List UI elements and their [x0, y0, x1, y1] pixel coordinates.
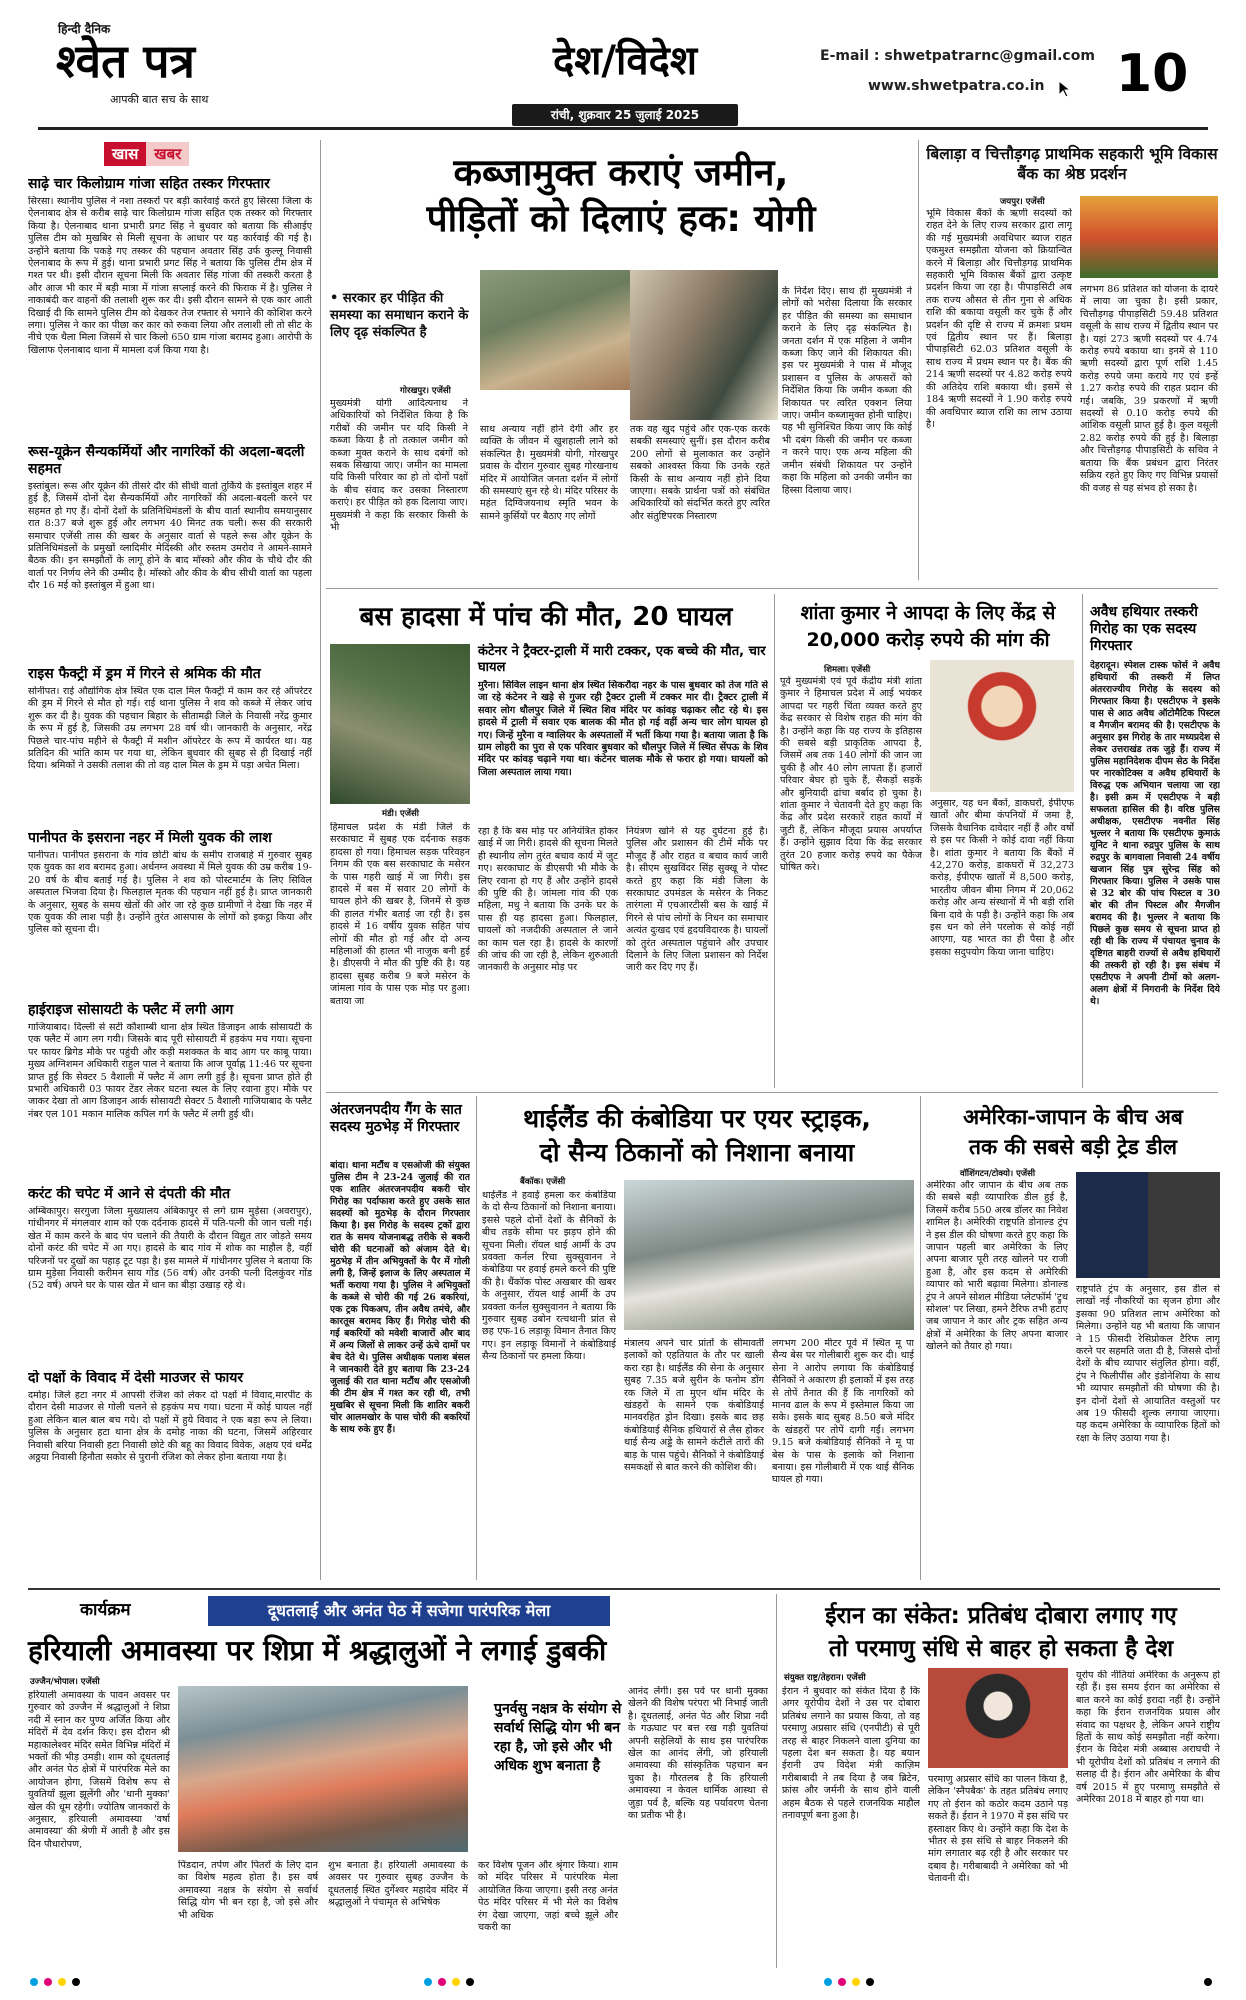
- shanta-body-col1: पूर्व मुख्यमंत्री एवं पूर्व केंद्रीय मंत्री शांता कुमार ने हिमाचल प्रदेश में आई भयंकर आपदा पर गहरी चिंता व्यक्त करते हुए केंद्र सरकार से विशेष राहत की मांग की है। उन्होंने कहा कि यह राज्य के इतिहास की सबसे बड़ी प्राकृतिक आपदा है, जिसमें अब तक 140 लोगों की जान जा चुकी है और 40 लोग लापता हैं। हजारों परिवार बेघर हो चुके हैं, सैकड़ों सड़कें और बुनियादी ढांचा बर्बाद हो चुका है। शांता कुमार ने चेतावनी देते हुए कहा कि केंद्र और प्रदेश सरकारें राहत कार्यों में जुटी हैं, लेकिन मौजूदा प्रयास अपर्याप्त हैं। उन्होंने सुझाव दिया कि केंद्र सरकार तुरंत 20 हजार करोड़ रुपये का पैकेज घोषित करे।: [780, 676, 922, 874]
- karyakram-body-col2: पिंडदान, तर्पण और पितरों के लिए दान का विशेष महत्व होता है। इस वर्ष अमावस्या नक्षत्र के संयोग से सर्वार्थ सिद्धि योग भी बन रहा है, जो इसे और भी अधिक: [178, 1860, 318, 1921]
- bank-headline: बिलाड़ा व चित्तौड़गढ़ प्राथमिक सहकारी भूमि विकास बैंक का श्रेष्ठ प्रदर्शन: [926, 145, 1218, 183]
- khabar-label: खबर: [146, 142, 189, 166]
- karyakram-band: [208, 1596, 610, 1626]
- thailand-headline: [482, 1102, 912, 1170]
- dateline: रांची, शुक्रवार 25 जुलाई 2025: [550, 108, 700, 122]
- iran-headline-line1: ईरान का संकेत: प्रतिबंध दोबारा लगाए गए: [825, 1603, 1177, 1629]
- bank-byline: जयपुर। एजेंसी: [1000, 197, 1045, 207]
- email-address[interactable]: shwetpatrarnc@gmail.com: [884, 48, 1095, 64]
- left-story-current: [28, 1186, 312, 1364]
- bullet-dot: •: [330, 291, 343, 306]
- iran-byline: संयुक्त राष्ट्र/तेहरान। एजेंसी: [784, 1673, 866, 1683]
- usjapan-byline: वॉशिंगटन/टोक्यो। एजेंसी: [960, 1169, 1036, 1179]
- karyakram-band-text: दूधतलाई और अनंत पेठ में सजेगा पारंपरिक मेला: [267, 1601, 551, 1620]
- masthead: [0, 0, 1246, 128]
- thailand-headline-line2: दो सैन्य ठिकानों को निशाना बनाया: [539, 1138, 855, 1167]
- left-story-panipat: [28, 830, 312, 996]
- thailand-byline: बैंकॉक। एजेंसी: [520, 1177, 566, 1187]
- iran-body-col3: यूरोप की नीतियां अमेरिका के अनुरूप हो रही हैं। इस समय ईरान का अमेरिका से बात करने का कोई इरादा नहीं है। उन्होंने कहा कि ईरान राजनयिक प्रयास और संवाद का पक्षधर है, लेकिन अपने राष्ट्रीय हितों के साथ कोई समझौता नहीं करेगा। ईरान के विदेश मंत्री अब्बास अराघची ने भी यूरोपीय देशों को प्रतिबंध न लगाने की सलाह दी है। ईरान और अमेरिका के बीच वर्ष 2015 में हुए परमाणु समझौते से अमेरिका 2018 में बाहर हो गया था।: [1076, 1670, 1220, 1806]
- registration-marks-bottom: [28, 1976, 1220, 1988]
- iran-headline: [782, 1600, 1220, 1666]
- karyakram-body-col5: कर विशेष पूजन और श्रृंगार किया। शाम को मंदिर परिसर में पारंपरिक मेला आयोजित किया जाएगा। इसी तरह अनंत पेठ मंदिर परिसर में भी मेले का विशेष रंग देखा जाएगा, जहां बच्चे झूले और चकरी का: [478, 1860, 618, 1934]
- lead-byline: गोरखपुर। एजेंसी: [400, 386, 451, 396]
- left-story-russia: [28, 444, 312, 660]
- thailand-body-col2: मंत्रालय अपने चार प्रांतों के सीमावर्ती इलाकों को एहतियात के तौर पर खाली करा रहा है। थाईलैंड की सेना के अनुसार सुबह 7.35 बजे सुरीन के फनोम डोंग रक जिले में ता मुएन थॉम मंदिर के खंडहरों के सामने एक कंबोडियाई मानवरहित ड्रोन दिखा। इसके बाद छह कंबोडियाई सैनिक हथियारों से लैस होकर थाई सैन्य अड्डे के सामने कंटीले तारों की बाड़ के पास पहुंचे। सैनिकों ने कंबोडियाई समकक्षों से बात करने की कोशिश की।: [624, 1338, 764, 1474]
- bus-body-col1: हिमाचल प्रदेश के मंडी जिले के सरकाघाट में सुबह एक दर्दनाक सड़क हादसा हो गया। हिमाचल सड़क परिवहन निगम की एक बस सरकाघाट के मसेरन के पास गहरी खाई में जा गिरी। इस हादसे में बस में सवार 20 लोगों के घायल होने की खबर है, जिनमें से कुछ की हालत गंभीर बताई जा रही है। इस हादसे में 16 वर्षीय युवक सहित पांच लोगों की मौत हो गई और दो अन्य महिलाओं की हालत भी नाजुक बनी हुई है। डीएसपी ने मौत की पुष्टि की है। यह हादसा सुबह करीब 9 बजे मसेरन के जांमला गांव के पास एक मोड़ पर हुआ। बताया जा: [330, 822, 470, 1007]
- lead-body-col2: साथ अन्याय नहीं होने देगी और हर व्यक्ति के जीवन में खुशहाली लाने को संकल्पित है। मुख्यमंत्री योगी, गोरखपुर प्रवास के दौरान गुरुवार सुबह गोरखनाथ मंदिर में आयोजित जनता दर्शन में लोगों की समस्याएं सुन रहे थे। मंदिर परिसर के महंत दिग्विजयनाथ स्मृति भवन के सामने कुर्सियों पर बैठाए गए लोगों: [480, 424, 618, 522]
- usjapan-body-col1: अमेरिका और जापान के बीच अब तक की सबसे बड़ी व्यापारिक डील हुई है, जिसमें करीब 550 अरब डॉलर का निवेश शामिल है। अमेरिकी राष्ट्रपति डोनाल्ड ट्रंप ने इस डील की घोषणा करते हुए कहा कि जापान पहली बार अमेरिका के लिए अपना बाजार पूरी तरह खोलने पर राजी हुआ है, और इस कदम से अमेरिकी व्यापार को भारी बढ़ावा मिलेगा। डोनाल्ड ट्रंप ने अपने सोशल मीडिया प्लेटफॉर्म 'ट्रुथ सोशल' पर लिखा, हमने टैरिफ तभी हटाए जब जापान ने कार और ट्रक सहित अन्य क्षेत्रों में अमेरिका के लिए अपना बाजार खोलने को तैयार हो गया।: [926, 1180, 1068, 1353]
- bank-photo: [1080, 196, 1218, 278]
- gang-headline: अंतरजनपदीय गैंग के सात सदस्य मुठभेड़ में गिरफ्तार: [330, 1102, 462, 1135]
- story-body: इस्तांबुल। रूस और यूक्रेन की तीसरे दौर की सीधी वार्ता तुर्किये के इस्तांबुल शहर में हुई है, जिसमें दोनों देश सैन्यकर्मियों और नागरिकों की अदला-बदली करने पर सहमत हो गए हैं। दोनों देशों के प्रतिनिधिमंडलों के बीच वार्ता स्थानीय समयानुसार रात 8:37 बजे शुरू हुई और लगभग 40 मिनट तक चली। रूस की सरकारी समाचार एजेंसी तास की खबर के अनुसार वार्ता से पहले रूस और यूक्रेन के प्रतिनिधिमंडलों के प्रमुखों व्लादिमीर मेदिंस्की और रुस्तम उमरोव ने आमने-सामने बैठक की। इन समझौतों के लागू होने के बाद मॉस्को और कीव के चौथे दौर की वार्ता पर निर्णय लेने की उम्मीद है। मॉस्को और कीव के बीच सीधी वार्ता का पहला दौर 16 मई को इस्तांबुल में हुआ था।: [28, 481, 312, 592]
- cursor-arrow-icon: [1058, 80, 1072, 98]
- karyakram-label: कार्यक्रम: [80, 1600, 131, 1620]
- khaas-label: खास: [104, 142, 146, 166]
- bank-body-col1: भूमि विकास बैंकों के ऋणी सदस्यों को राहत देने के लिए राज्य सरकार द्वारा लागू की गई मुख्यमंत्री अवधिपार ब्याज राहत एकमुश्त समझौता योजना को क्रियान्वित करने में बिलाड़ा और चित्तौड़गढ़ प्राथमिक सहकारी भूमि विकास बैंकों द्वारा उत्कृष्ट प्रदर्शन किया जा रहा है। पीपाड़सिटी अब तक राज्य औसत से तीन गुना से अधिक राशि की बकाया वसूली कर चुके हैं और प्रदर्शन की दृष्टि से राज्य में क्रमशः प्रथम एवं द्वितीय स्थान पर हैं। बिलाड़ा पीपाड़सिटी 62.03 प्रतिशत वसूली के साथ राज्य में प्रथम स्थान पर है। बैंक की 214 ऋणी सदस्यों पर 4.82 करोड़ रुपये की अतिदेय राशि बकाया थी। इसमें से 184 ऋणी सदस्यों ने 1.90 करोड़ रुपये की अवधिपार ब्याज राशि का लाभ उठाया है।: [926, 208, 1072, 430]
- karyakram-byline: उज्जैन/भोपाल। एजेंसी: [30, 1677, 100, 1687]
- bus-headline: बस हादसा में पांच की मौत, 20 घायल: [359, 602, 733, 632]
- thailand-body-col1: थाईलैंड ने हवाई हमला कर कंबोडिया के दो सैन्य ठिकानों को निशाना बनाया। इससे पहले दोनों देशों के सैनिकों के बीच तड़के सीमा पर झड़प होने की सूचना मिली। रॉयल थाई आर्मी के उप प्रवक्ता कर्नल रिचा सुक्सुवानन ने कंबोडिया पर हवाई हमले करने की पुष्टि की है। थैंकॉक पोस्ट अखबार की खबर के अनुसार, रॉयल थाई आर्मी के उप प्रवक्ता कर्नल सुक्सुवानन ने बताया कि गुरुवार सुबह उबोन रत्चथानी प्रांत से छह एफ-16 लड़ाकू विमान तैनात किए गए। इन लड़ाकू विमानों ने कंबोडियाई सैन्य ठिकानों पर हमला किया।: [482, 1190, 616, 1363]
- karyakram-body-col4: आनंद लेंगी। इस पर्व पर धानी मुक्का खेलने की विशेष परंपरा भी निभाई जाती है। दूधतलाई, अनंत पेठ और शिप्रा नदी के गऊघाट पर बत्त रख गड़ी युवतियां अपनी सहेलियों के साथ इस पारंपरिक खेल का आनंद लेंगी, जो हरियाली अमावस्या की सांस्कृतिक पहचान बन चुका है। गौरतलब है कि हरियाली अमावस्या न केवल धार्मिक आस्था से जुड़ा पर्व है, बल्कि यह पर्यावरण चेतना का प्रतीक भी है।: [628, 1686, 768, 1822]
- page-number: 10: [1116, 44, 1189, 104]
- email-label: E-mail :: [820, 48, 880, 64]
- iran-body-col2: परमाणु अप्रसार संधि का पालन किया है, लेकिन 'स्नैपबैक' के तहत प्रतिबंध लगाए गए तो ईरान को कठोर कदम उठाने पड़ सकते हैं। ईरान ने 1970 में इस संधि पर हस्ताक्षर किए थे। उन्होंने कहा कि देश के भीतर से इस संधि से बाहर निकलने की मांग लगातार बढ़ रही है और सरकार पर दबाव है। गरीबाबादी ने अमेरिका को भी चेतावनी दी।: [928, 1774, 1068, 1885]
- usjapan-body-col2: राष्ट्रपति ट्रंप के अनुसार, इस डील से लाखों नई नौकरियों का सृजन होगा और इसका 90 प्रतिशत लाभ अमेरिका को मिलेगा। उन्होंने यह भी बताया कि जापान ने 15 फीसदी रेसिप्रोकल टैरिफ लागू करने पर सहमति जता दी है, जिससे दोनों देशों के बीच व्यापार संतुलित होगा। वहीं, ट्रंप ने फिलीपींस और इंडोनेशिया के साथ भी व्यापार समझौतों की घोषणा की है। इन दोनों देशों से आयातित वस्तुओं पर अब 19 फीसदी शुल्क लगाया जाएगा। यह कदम अमेरिका के व्यापारिक हितों को रक्षा के लिए उठाया गया है।: [1076, 1284, 1220, 1444]
- left-story-dispute: [28, 1370, 312, 1540]
- thailand-photo: [624, 1180, 914, 1330]
- lead-bullet-text: सरकार हर पीड़ित की समस्या का समाधान कराने के लिए दृढ़ संकल्पित है: [330, 291, 469, 340]
- thailand-body-col3: लगभग 200 मीटर पूर्व में स्थित मू पा सैन्य बेस पर गोलीबारी शुरू कर दी। थाई सेना ने आरोप लगाया कि कंबोडियाई सैनिकों ने अकारण ही इलाकों में इस तरह से तोपें तैनात की हैं कि नागरिकों को मानव ढाल के रूप में इस्तेमाल किया जा सके। इसके बाद सुबह 8.50 बजे मंदिर के खंडहरों पर तोपें दागी गईं। लगभग 9.15 बजे कंबोडियाई सैनिकों ने मू पा बेस के पास के इलाके को निशाना बनाया। इस गोलीबारी में एक थाई सैनिक घायल हो गया।: [772, 1338, 914, 1486]
- lead-headline: [330, 150, 912, 242]
- thailand-headline-line1: थाईलैंड की कंबोडिया पर एयर स्ट्राइक,: [523, 1104, 871, 1133]
- khaas-khabar-badge: [104, 142, 189, 166]
- karyakram-photo: [178, 1686, 468, 1852]
- story-body: दमोह। जिले हटा नगर में आपसी रंजिश को लेकर दो पक्षों में विवाद,मारपीट के दौरान देसी माउजर से गोली चलने से हड़कंप मच गया। घटना में कोई घायल नहीं हुआ लेकिन बाल बाल बच गये। दो पक्षों में हुये विवाद ने एक बड़ा रूप ले लिया। पुलिस के अनुसार हटा थाना क्षेत्र के दमोह नाका की घटना, जिसमें अहिरवार निवासी बरिया निवासी हटा निवासी छोटे की बहू का विवाद विवेक, अक्षय एवं धर्मेंद्र अठ्ठया निवासी हिनौता सकोर से पुरानी रंजिश को लेकर होना बताया गया है।: [28, 1390, 312, 1464]
- lead-body-col1: मुख्यमंत्री योगी आदित्यनाथ ने अधिकारियों को निर्देशित किया है कि गरीबों की जमीन पर यदि किसी ने कब्जा किया है तो तत्काल जमीन को कब्जा मुक्त कराने के साथ दबंगों को सबक सिखाया जाए। जमीन का मामला यदि किसी परिवार का हो तो दोनों पक्षों के बीच संवाद कर उसका निस्तारण कराएं। हर पीड़ित को हक दिलाया जाए। मुख्यमंत्री ने कहा कि सरकार किसी के भी: [330, 398, 468, 534]
- karyakram-headline: हरियाली अमावस्या पर शिप्रा में श्रद्धालुओं ने लगाई डुबकी: [28, 1634, 607, 1667]
- lead-photo-crowd: [630, 270, 778, 420]
- story-headline: करंट की चपेट में आने से दंपती की मौत: [28, 1186, 231, 1202]
- story-body: सिरसा। स्थानीय पुलिस ने नशा तस्करों पर बड़ी कार्रवाई करते हुए सिरसा जिला के ऐलनाबाद क्षेत्र से करीब साढ़े चार किलोग्राम गांजा सहित एक तस्कर को गिरफ्तार किया है। ऐलनाबाद थाना प्रभारी प्रगट सिंह ने बुधवार को बताया कि सीआईए पुलिस टीम को मुखबिर से मिली सूचना के आधार पर यह कार्रवाई की गई है। उन्होंने बताया कि पकड़े गए तस्कर की पहचान अवतार सिंह उर्फ कुल्लू निवासी ऐलनाबाद के रूप में हुई। थाना प्रभारी प्रगट सिंह ने बताया कि पुलिस टीम क्षेत्र में गश्त पर थी। इसी दौरान सूचना मिली कि अवतार सिंह गांजा की तस्करी करता है और आज भी कार में बड़ी मात्रा में गांजा सप्लाई करने की फिराक में है। पुलिस ने नाकाबंदी कर वाहनों की तलाशी शुरू कर दी। इसी दौरान सामने से एक कार आती दिखाई दी कि सामने पुलिस टीम को देखकर तेज रफ्तार से भगाने की कोशिश करने लगा। पुलिस ने कार का पीछा कर कार को रुकवा लिया और तलाशी ली तो सीट के नीचे एक थैला मिला जिसमें से चार किलो 650 ग्राम गांजा बरामद हुआ। आरोपी के खिलाफ ऐलनाबाद थाना में मामला दर्ज किया गया है।: [28, 196, 312, 356]
- bus-byline: मंडी। एजेंसी: [382, 809, 419, 819]
- bus-body-col3: नियंत्रण खोने से यह दुर्घटना हुई है। पुलिस और प्रशासन की टीमें मौके पर मौजूद हैं और राहत व बचाव कार्य जारी है। सीएम सुखविंदर सिंह सुक्खू ने पोस्ट करते हुए कहा कि मंडी जिला के सरकाघाट उपमंडल के मसेरन के निकट तारंगला में एचआरटीसी बस के खाई में गिरने से पांच लोगों के निधन का समाचार अत्यंत दुःखद एवं हृदयविदारक है। घायलों को तुरंत अस्पताल पहुंचाने और उपचार दिलाने के लिए जिला प्रशासन को निर्देश जारी कर दिए गए हैं।: [626, 826, 768, 974]
- story-headline: दो पक्षों के विवाद में देसी माउजर से फायर: [28, 1370, 244, 1386]
- usjapan-headline-line1: अमेरिका-जापान के बीच अब: [963, 1105, 1183, 1129]
- lead-body-col3: तक वह खुद पहुंचे और एक-एक करके सबकी समस्याएं सुनीं। इस दौरान करीब 200 लोगों से मुलाकात कर उन्होंने सबको आश्वस्त किया कि उनके रहते किसी के साथ अन्याय नहीं होने दिया जाएगा। सबके प्रार्थना पत्रों को संबंधित अधिकारियों को संदर्भित करते हुए त्वरित और संतुष्टिपरक निस्तारण: [630, 424, 770, 522]
- usjapan-headline: [926, 1102, 1220, 1162]
- story-headline: पानीपत के इसराना नहर में मिली युवक की लाश: [28, 830, 272, 846]
- karyakram-body-col1: हरियाली अमावस्या के पावन अवसर पर गुरुवार को उज्जैन में श्रद्धालुओं ने शिप्रा नदी में स्नान कर पुण्य अर्जित किया और मंदिरों में देव दर्शन किए। इस दौरान श्री महाकालेश्वर मंदिर समेत विभिन्न मंदिरों में भक्तों की भीड़ उमड़ी। शाम को दूधतलाई और अनंत पेठ क्षेत्रों में पारंपरिक मेले का आयोजन होगा, जिसमें विशेष रूप से युवतियाँ झूला झूलेंगी और 'धानी मुक्का' खेल की धूम रहेगी। ज्योतिष जानकारों के अनुसार, हरियाली अमावस्या 'वर्षा अमावस्या' की श्रेणी में आती है और इस दिन पौधारोपण,: [28, 1690, 170, 1850]
- story-body: पानीपत। पानीपत इसराना के गांव छोटी बांध के समीप राजबाहे में गुरुवार सुबह एक युवक का शव बरामद हुआ। अर्धनग्न अवस्था में मिले युवक की उम्र करीब 19-20 वर्ष के बीच बताई गई है। पुलिस ने शव को पोस्टमार्टम के लिए सिविल अस्पताल भिजवा दिया है। फिलहाल मृतक की पहचान नहीं हुई है। प्राप्त जानकारी के अनुसार, सुबह के समय खेतों की ओर जा रहे कुछ ग्रामीणों ने देखा कि नहर में एक युवक की लाश पड़ी है। उन्होंने तुरंत आसपास के लोगों को इकट्ठा किया और पुलिस को सूचना दी।: [28, 850, 312, 936]
- iran-body-col1: ईरान ने बुधवार को संकेत दिया है कि अगर यूरोपीय देशों ने उस पर दोबारा प्रतिबंध लगाने का प्रयास किया, तो वह परमाणु अप्रसार संधि (एनपीटी) से पूरी तरह से बाहर निकलने वाला दुनिया का पहला देश बन सकता है। यह बयान ईरानी उप विदेश मंत्री काज़िम गरीबाबादी ने तब दिया है जब ब्रिटेन, फ्रांस और जर्मनी के साथ होने वाली अहम बैठक से पहले राजनयिक माहौल तनावपूर्ण बना हुआ है।: [782, 1686, 920, 1822]
- lead-bullet: [330, 290, 476, 341]
- section-title: देश/विदेश: [552, 38, 698, 84]
- iran-headline-line2: तो परमाणु संधि से बाहर हो सकता है देश: [828, 1636, 1174, 1662]
- story-headline: हाईराइज सोसायटी के फ्लैट में लगी आग: [28, 1002, 234, 1018]
- left-column: [28, 176, 312, 1576]
- gang-body: बांदा। थाना मटौंध व एसओजी की संयुक्त पुलिस टीम ने 23-24 जुलाई की रात एक शातिर अंतरजनपदीय बकरी चोर गिरोह का पर्दाफाश करते हुए उसके सात सदस्यों को मुठभेड़ के दौरान गिरफ्तार किया है। इस गिरोह के सदस्य ट्रकों द्वारा रात के समय योजनाबद्ध तरीके से बकरी चोरी की घटनाओं को अंजाम देते थे। मुठभेड़ में तीन अभियुक्तों के पैर में गोली लगी है, जिन्हें इलाज के लिए अस्पताल में भर्ती कराया गया है। पुलिस ने अभियुक्तों के कब्जे से चोरी की गई 26 बकरियां, एक ट्रक पिकअप, तीन अवैध तमंचे, और कारतूस बरामद किए हैं। गिरोह चोरी की गई बकरियों को मवेशी बाजारों और बाद में अन्य जिलों से लाकर उन्हें ऊंचे दामों पर बेच देते थे। पुलिस अधीक्षक पलाश बंसल ने जानकारी देते हुए बताया कि 23-24 जुलाई की रात थाना मटौंध और एसओजी की टीम क्षेत्र में गश्त कर रही थी, तभी मुखबिर से सूचना मिली कि शातिर बकरी चोर आलमखोर के पास चोरी की बकरियों के साथ रुके हुए हैं।: [330, 1160, 470, 1435]
- story-headline: साढ़े चार किलोग्राम गांजा सहित तस्कर गिरफ्तार: [28, 176, 270, 192]
- lead-headline-line1: कब्जामुक्त कराएं जमीन,: [453, 151, 789, 194]
- bus-sub-headline: कंटेनर ने ट्रैक्टर-ट्राली में मारी टक्कर, एक बच्चे की मौत, चार घायल: [478, 644, 766, 675]
- usjapan-photo: [1076, 1172, 1220, 1278]
- bus-photo: [330, 644, 470, 804]
- left-story-fire: [28, 1002, 312, 1180]
- lead-headline-line2: पीड़ितों को दिलाएं हक: योगी: [426, 197, 816, 240]
- website-link[interactable]: www.shwetpatra.co.in: [868, 78, 1045, 94]
- story-headline: रूस-यूक्रेन सैन्यकर्मियों और नागरिकों की अदला-बदली सहमत: [28, 444, 305, 477]
- left-story-ganja: [28, 176, 312, 438]
- shanta-byline: शिमला। एजेंसी: [824, 665, 871, 675]
- bus-body-col2: रहा है कि बस मोड़ पर अनियंत्रित होकर खाई में जा गिरी। हादसे की सूचना मिलते ही स्थानीय लोग तुरंत बचाव कार्य में जुट गए। सरकाघाट के डीएसपी भी मौके के लिए रवाना हो गए हैं और उन्होंने हादसे की पुष्टि की है। जांमला गांव की एक महिला, मधु ने बताया कि उनके घर के पास ही यह हादसा हुआ। फिलहाल, घायलों को नजदीकी अस्पताल ले जाने का काम चल रहा है। हादसे के कारणों की जांच की जा रही है, लेकिन शुरुआती जानकारी के अनुसार मोड़ पर: [478, 826, 618, 974]
- story-body: सोनीपत। राई औद्योगिक क्षेत्र स्थित एक दाल मिल फैक्ट्री में काम कर रहे ऑपरेटर की ड्रम में गिरने से मौत हो गई। राई थाना पुलिस ने शव को कब्जे में लेकर जांच शुरू कर दी है। युवक की पहचान बिहार के सीतामढ़ी जिले के निवासी नरेंद्र कुमार के रूप में हुई है, जिसकी उम्र लगभग 28 वर्ष थी। जानकारी के अनुसार, नरेंद्र पिछले चार-पांच महीने से फैक्ट्री में मशीन ऑपरेटर के रूप में कार्यरत था। यह प्रतिदिन की भांति काम पर गया था, लेकिन बुधवार की सुबह से ही दिखाई नहीं दिया। श्रमिकों ने उसकी तलाश की तो वह दाल मिल के ड्रम में पड़ा अचेत मिला।: [28, 686, 312, 772]
- masthead-tagline: आपकी बात सच के साथ: [110, 93, 209, 106]
- shanta-headline: शांता कुमार ने आपदा के लिए केंद्र से 20,000 करोड़ रुपये की मांग की: [800, 602, 1056, 651]
- left-story-factory: [28, 666, 312, 824]
- bus-sub-body: मुरैना। सिविल लाइन थाना क्षेत्र स्थित सिकरौदा नहर के पास बुधवार को तेज गति से जा रहे कंटेनर ने खड़े से गुजर रही ट्रैक्टर ट्राली में टक्कर मार दी। ट्रैक्टर ट्राली में सवार लोग धौलपुर जिले में स्थित शिव मंदिर पर कांवड़ चढ़ाकर लौट रहे थे। इस हादसे में ट्राली में सवार एक बालक की मौत हो गई वहीं अन्य चार लोग घायल हो गए। जिन्हें मुरैना व ग्वालियर के अस्पतालों में भर्ती किया गया है। बताया जाता है कि ग्राम लोहरी का पुरा से एक परिवार बुधवार को धौलपुर जिले में स्थित सेंपऊ के शिव मंदिर पर कांवड़ चढ़ाने गया था। कंटेनर चालक मौके से फरार हो गया। घायलों को जिला अस्पताल लाया गया।: [478, 680, 768, 778]
- newspaper-name: श्वेत पत्र: [56, 34, 195, 88]
- story-headline: राइस फैक्ट्री में ड्रम में गिरने से श्रमिक की मौत: [28, 666, 261, 682]
- lead-body-col4: के निर्देश दिए। साथ ही मुख्यमंत्री ने लोगों को भरोसा दिलाया कि सरकार हर पीड़ित की समस्या का समाधान कराने के लिए दृढ़ संकल्पित है। जनता दर्शन में एक महिला ने जमीन कब्जा किए जाने की शिकायत की। इस पर मुख्यमंत्री ने पास में मौजूद प्रशासन व पुलिस के अफसरों को निर्देशित किया कि जमीन कब्जा की शिकायत पर त्वरित एक्शन लिया जाए। जमीन कब्जामुक्त होनी चाहिए। यह भी सुनिश्चित किया जाए कि कोई भी दबंग किसी की जमीन पर कब्जा न करने पाए। एक अन्य महिला की जमीन संबंधी शिकायत पर उन्होंने कहा कि महिला को उनकी जमीन का हिस्सा दिलाया जाए।: [782, 286, 912, 496]
- usjapan-headline-line2: तक की सबसे बड़ी ट्रेड डील: [969, 1135, 1177, 1159]
- avaidh-body: देहरादून। स्पेशल टास्क फोर्स ने अवैध हथियारों की तस्करी में लिप्त अंतरराज्यीय गिरोह के सदस्य को गिरफ्तार किया है। एसटीएफ ने इसके पास से आठ अवैध ऑटोमैटिक पिस्टल व मैगजीन बरामद की है। एसटीएफ के अनुसार इस गिरोह के तार मध्यप्रदेश से लेकर उत्तराखंड तक जुड़े हैं। राज्य में पुलिस महानिदेशक दीपम सेठ के निर्देश पर नारकोटिक्स व अवैध हथियारों के विरुद्ध एक अभियान चलाया जा रहा है। इसी क्रम में एसटीएफ ने बड़ी सफलता हासिल की है। वरिष्ठ पुलिस अधीक्षक, एसटीएफ नवनीत सिंह भुल्लर ने बताया कि एसटीएफ कुमाऊं यूनिट ने थाना रुद्रपुर पुलिस के साथ रुद्रपुर के बागवाला निवासी 24 वर्षीय खजान सिंह पुत्र सुरेन्द्र सिंह को गिरफ्तार किया। पुलिस ने उसके पास से 32 बोर की पांच पिस्टल व 30 बोर की तीन पिस्टल और मैगजीन बरामद की है। भुल्लर ने बताया कि पिछले कुछ समय से सूचना प्राप्त हो रही थी कि राज्य में पंचायत चुनाव के दृष्टिगत बाहरी राज्यों से अवैध हथियारों की तस्करी हो रही है। इस संबंध में एसटीएफ ने अपनी टीमों को अलग-अलग क्षेत्रों में निगरानी के निर्देश दिये थे।: [1090, 660, 1220, 1007]
- karyakram-quote: पुनर्वसु नक्षत्र के संयोग से सर्वार्थ सिद्धि योग भी बन रहा है, जो इसे और भी अधिक शुभ बनाता है: [494, 1701, 622, 1774]
- dateline-bar: [512, 104, 738, 126]
- shanta-photo: [930, 660, 1074, 792]
- email-line: [820, 48, 1095, 64]
- story-body: अम्बिकापुर। सरगुजा जिला मुख्यालय अंबिकापुर से लगे ग्राम मुड़ेसा (अवरापुर), गांधीनगर में मंगलवार शाम को एक दर्दनाक हादसे में पति-पत्नी की जान चली गई। खेत में काम करने के बाद पंप चलाने की तैयारी के दौरान विद्युत तार जोड़ते समय दोनों करंट की चपेट में आ गए। हादसे के बाद गांव में शोक का माहौल है, वहीं परिजनों पर दुखों का पहाड़ टूट पड़ा है। इस मामले में गांधीनगर पुलिस ने बताया कि ग्राम मुड़ेसा निवासी करीमन साय गोंड (56 वर्ष) और उनकी पत्नी दिलकुंवर गोंड (52 वर्ष) अपने घर के पास खेत में धान का बीड़ा उखाड़ रहे थे।: [28, 1206, 312, 1292]
- story-body: गाजियाबाद। दिल्ली से सटी कौशाम्बी थाना क्षेत्र स्थित डिजाइन आर्क सोसायटी के एक फ्लैट में आग लग गयी। जिसके बाद पूरी सोसायटी में हड़कंप मच गया। सूचना पर फायर ब्रिगेड मौके पर पहुंची और कड़ी मशक्कत के बाद आग पर काबू पाया। मुख्य अग्निशमन अधिकारी राहुल पाल ने बताया कि आज पूर्वाह्न 11:46 पर सूचना प्राप्त हुई कि सेक्टर 5 वैशाली में फ्लैट में आग लगी हुई है। सूचना प्राप्त होते ही प्रभारी अधिकारी 03 फायर टेंडर लेकर घटना स्थल के लिए रवाना हुए। मौके पर जाकर देखा तो आग डिजाइन आर्क सोसायटी सेक्टर 5 वैशाली गाजियाबाद के फ्लैट नंबर एल 101 मकान मालिक कपिल गर्ग के फ्लैट में लगी हुई थी।: [28, 1022, 312, 1120]
- iran-photo: [928, 1668, 1068, 1768]
- bank-body-col2: लगभग 86 प्रतिशत को योजना के दायरे में लाया जा चुका है। इसी प्रकार, चित्तौड़गढ़ पीपाड़सिटी 59.48 प्रतिशत वसूली के साथ राज्य में द्वितीय स्थान पर है। यहां 273 ऋणी सदस्यों पर 4.74 करोड़ रुपये बकाया था। इनमें से 110 ऋणी सदस्यों द्वारा पूर्ण राशि 1.45 करोड़ रुपये जमा कराये गए एवं इन्हें 1.27 करोड़ रुपये की राहत प्रदान की गई। जबकि, 39 प्रकरणों में ऋणी सदस्यों से 0.10 करोड़ रुपये की आंशिक वसूली प्राप्त हुई है। कुल वसूली 2.82 करोड़ रुपये की हुई है। बिलाड़ा और चित्तौड़गढ़ पीपाड़सिटी के सचिव ने बताया कि बैंक प्रबंधन द्वारा निरंतर सक्रिय रहते हुए किए गए विभिन्न प्रयासों की वजह से यह संभव हो सका है।: [1080, 284, 1218, 494]
- karyakram-body-col3: शुभ बनाता है। हरियाली अमावस्या के अवसर पर गुरुवार सुबह उज्जैन के दूधतलाई स्थित दुर्गेश्वर महादेव मंदिर में श्रद्धालुओं ने पंचामृत से अभिषेक: [328, 1860, 468, 1909]
- masthead-kicker: हिन्दी दैनिक: [58, 22, 111, 36]
- shanta-body-col2: अनुसार, यह धन बैंकों, डाकघरों, ईपीएफ खातों और बीमा कंपनियों में जमा है, जिसके वैधानिक दावेदार नहीं हैं और वर्षों से इस पर किसी ने कोई दावा नहीं किया है। शांता कुमार ने बताया कि बैंकों में 42,270 करोड़, डाकघरों में 32,273 करोड़, ईपीएफ खातों में 8,500 करोड़, भारतीय जीवन बीमा निगम में 20,062 करोड़ और अन्य संस्थानों में भी बड़ी राशि बिना दावे के पड़ी है। उन्होंने कहा कि अब इस धन को लेने परलोक से कोई नहीं आएगा, यह भारत का ही पैसा है और इसका सदुपयोग किया जाना चाहिए।: [930, 798, 1074, 958]
- avaidh-headline: अवैध हथियार तस्करी गिरोह का एक सदस्य गिरफ्तार: [1090, 604, 1198, 654]
